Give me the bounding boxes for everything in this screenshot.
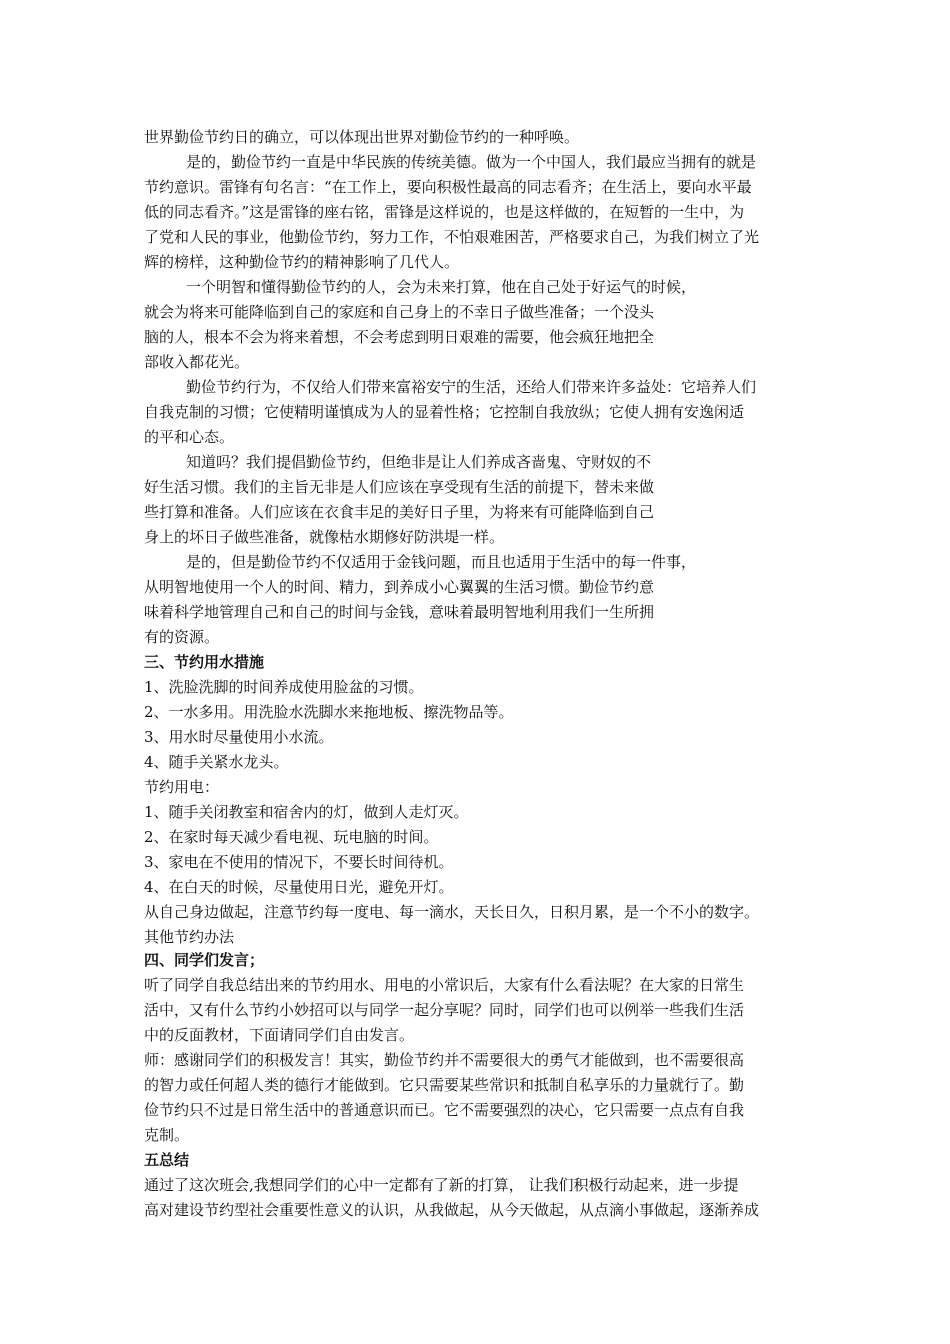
paragraph-line: 知道吗？我们提倡勤俭节约，但绝非是让人们养成吝啬鬼、守财奴的不	[186, 453, 652, 471]
list-item: 2、一水多用。用洗脸水洗脚水来拖地板、擦洗物品等。	[144, 703, 514, 721]
paragraph-line: 有的资源。	[144, 628, 220, 646]
paragraph-line: 就会为将来可能降临到自己的家庭和自己身上的不幸日子做些准备；一个没头	[144, 303, 655, 321]
paragraph-line: 节约意识。雷锋有句名言：“在工作上，要向积极性最高的同志看齐；在生活上，要向水平最	[144, 178, 752, 196]
paragraph-line: 味着科学地管理自己和自己的时间与金钱，意味着最明智地利用我们一生所拥	[144, 603, 655, 621]
paragraph-line: 身上的坏日子做些准备，就像枯水期修好防洪堤一样。	[144, 528, 505, 546]
paragraph-line: 克制。	[144, 1126, 190, 1144]
paragraph-line: 中的反面教材，下面请同学们自由发言。	[144, 1026, 415, 1044]
paragraph-line: 活中，又有什么节约小妙招可以与同学一起分享呢？同时，同学们也可以例举一些我们生活	[144, 1001, 745, 1019]
paragraph-line: 了党和人民的事业，他勤俭节约，努力工作，不怕艰难困苦，严格要求自己，为我们树立了光	[144, 228, 760, 246]
paragraph-line: 通过了这次班会,我想同学们的心中一定都有了新的打算， 让我们积极行动起来，进一步提	[144, 1176, 739, 1194]
paragraph-line: 好生活习惯。我们的主旨无非是人们应该在享受现有生活的前提下，替未来做	[144, 478, 655, 496]
paragraph-line: 辉的榜样，这种勤俭节约的精神影响了几代人。	[144, 253, 460, 271]
paragraph-line: 低的同志看齐。”这是雷锋的座右铭，雷锋是这样说的，也是这样做的，在短暂的一生中，为	[144, 203, 745, 221]
paragraph-line: 的平和心态。	[144, 428, 235, 446]
paragraph-line: 是的，勤俭节约一直是中华民族的传统美德。做为一个中国人，我们最应当拥有的就是	[186, 153, 757, 171]
list-item: 3、家电在不使用的情况下，不要长时间待机。	[144, 853, 454, 871]
section-heading: 四、同学们发言；	[144, 951, 265, 969]
paragraph-line: 从自己身边做起，注意节约每一度电、每一滴水，天长日久，日积月累，是一个不小的数字。	[144, 903, 760, 921]
paragraph-line: 部收入都花光。	[144, 353, 250, 371]
paragraph-line: 是的，但是勤俭节约不仅适用于金钱问题，而且也适用于生活中的每一件事，	[186, 553, 697, 571]
paragraph-line: 其他节约办法	[144, 928, 235, 946]
list-item: 4、在白天的时候，尽量使用日光，避免开灯。	[144, 878, 454, 896]
paragraph-line: 从明智地使用一个人的时间、精力，到养成小心翼翼的生活习惯。勤俭节约意	[144, 578, 655, 596]
section-heading: 五总结	[144, 1151, 190, 1169]
list-item: 4、随手关紧水龙头。	[144, 753, 289, 771]
list-item: 3、用水时尽量使用小水流。	[144, 728, 334, 746]
list-item: 2、在家时每天减少看电视、玩电脑的时间。	[144, 828, 439, 846]
paragraph-line: 一个明智和懂得勤俭节约的人，会为未来打算，他在自己处于好运气的时候，	[186, 278, 697, 296]
paragraph-line: 师：感谢同学们的积极发言！其实，勤俭节约并不需要很大的勇气才能做到，也不需要很高	[144, 1051, 745, 1069]
subsection-title: 节约用电：	[144, 778, 220, 796]
list-item: 1、洗脸洗脚的时间养成使用脸盆的习惯。	[144, 678, 424, 696]
paragraph-line: 自我克制的习惯；它使精明谨慎成为人的显着性格；它控制自我放纵；它使人拥有安逸闲适	[144, 403, 745, 421]
paragraph-line: 些打算和准备。人们应该在衣食丰足的美好日子里，为将来有可能降临到自己	[144, 503, 655, 521]
paragraph-line: 听了同学自我总结出来的节约用水、用电的小常识后，大家有什么看法呢？在大家的日常生	[144, 976, 745, 994]
paragraph-line: 脑的人，根本不会为将来着想，不会考虑到明日艰难的需要，他会疯狂地把全	[144, 328, 655, 346]
paragraph-line: 世界勤俭节约日的确立，可以体现出世界对勤俭节约的一种呼唤。	[144, 128, 580, 146]
section-heading: 三、节约用水措施	[144, 653, 265, 671]
list-item: 1、随手关闭教室和宿舍内的灯，做到人走灯灭。	[144, 803, 469, 821]
paragraph-line: 勤俭节约行为，不仅给人们带来富裕安宁的生活，还给人们带来许多益处：它培养人们	[186, 378, 757, 396]
paragraph-line: 的智力或任何超人类的德行才能做到。它只需要某些常识和抵制自私享乐的力量就行了。勤	[144, 1076, 745, 1094]
paragraph-line: 高对建设节约型社会重要性意义的认识，从我做起，从今天做起，从点滴小事做起，逐渐养成	[144, 1201, 760, 1219]
paragraph-line: 俭节约只不过是日常生活中的普通意识而已。它不需要强烈的决心，它只需要一点点有自我	[144, 1101, 745, 1119]
